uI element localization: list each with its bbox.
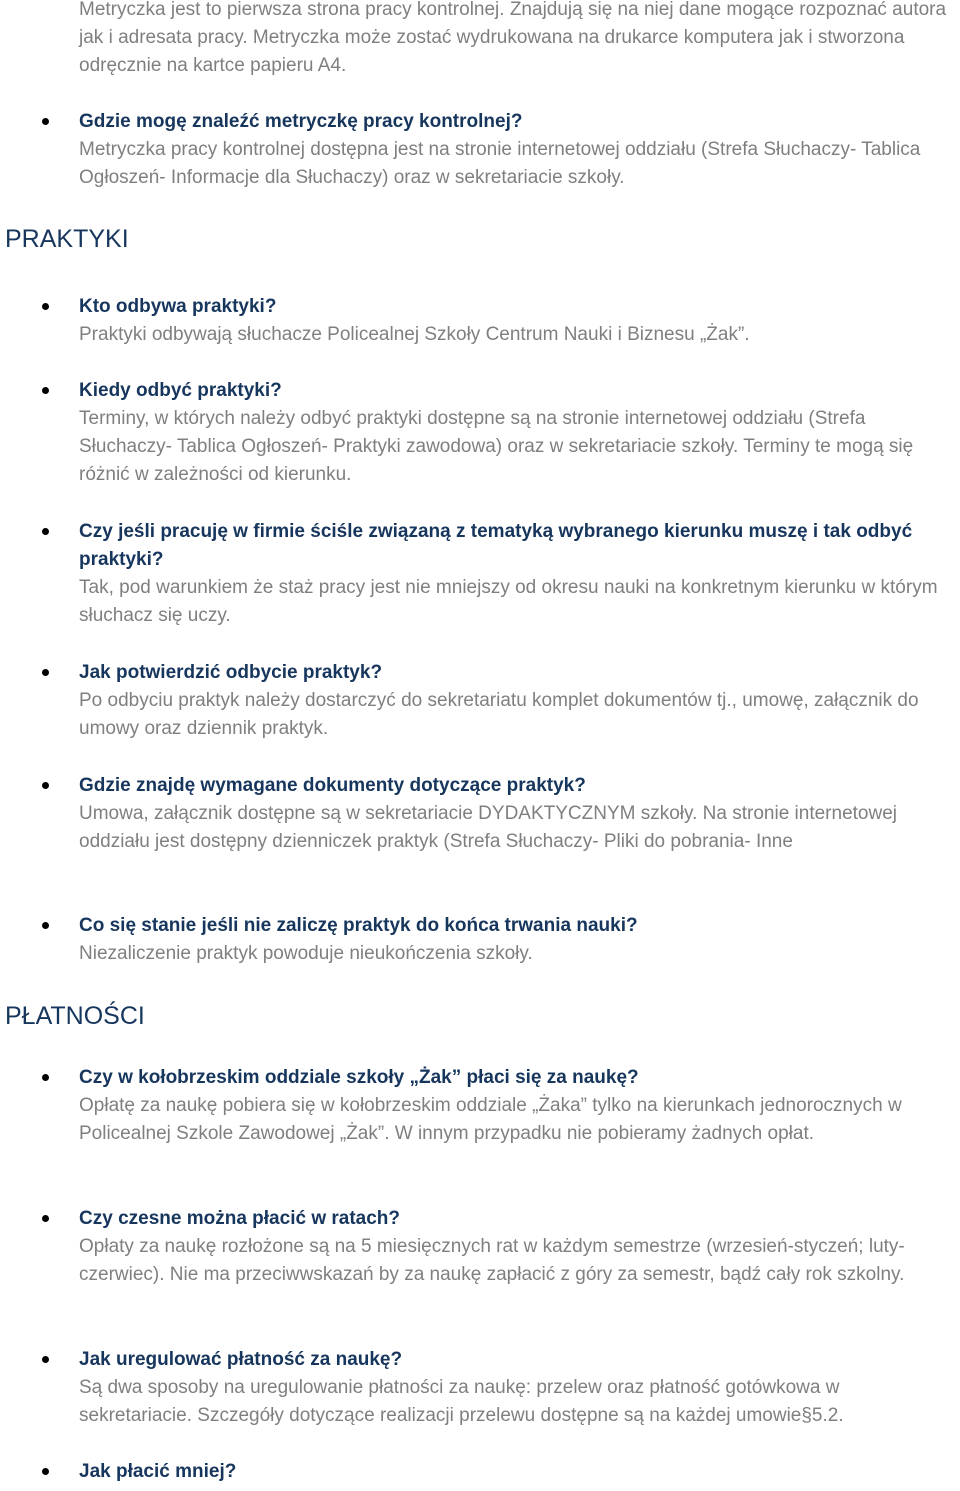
bullet-icon xyxy=(42,782,49,789)
answer-text: Opłaty za naukę rozłożone są na 5 miesięcznych rat w każdym semestrze (wrzesień-styczeń; luty-czerwiec). Nie ma przeciwwskazań by za naukę zapłacić z góry za semestr, bądź cały rok szkolny. xyxy=(79,1236,905,1285)
question-text: Czy czesne można płacić w ratach? xyxy=(79,1208,401,1229)
bullet-icon xyxy=(42,1356,49,1363)
qa-item-praktyki-1 xyxy=(0,293,960,349)
question-text: Czy w kołobrzeskim oddziale szkoły „Żak” płaci się za naukę? xyxy=(79,1067,639,1088)
bullet-icon xyxy=(42,118,49,125)
question-text: Kto odbywa praktyki? xyxy=(79,296,277,317)
qa-item-platnosci-1 xyxy=(0,1064,960,1148)
qa-item-praktyki-2 xyxy=(0,377,960,489)
qa-item-metryczka xyxy=(0,108,960,192)
answer-text: Tak, pod warunkiem że staż pracy jest nie mniejszy od okresu nauki na konkretnym kierunku w którym słuchacz się uczy. xyxy=(79,577,938,626)
answer-text: Terminy, w których należy odbyć praktyki dostępne są na stronie internetowej oddziału (Strefa Słuchaczy- Tablica Ogłoszeń- Praktyki zawodowa) oraz w sekretariacie szkoły. Terminy te mogą się różnić w zależności od kierunku. xyxy=(79,408,914,485)
qa-item-platnosci-4 xyxy=(0,1458,960,1486)
bullet-icon xyxy=(42,303,49,310)
question-text: Jak uregulować płatność za naukę? xyxy=(79,1349,403,1370)
answer-text: Są dwa sposoby na uregulowanie płatności za naukę: przelew oraz płatność gotówkowa w sekretariacie. Szczegóły dotyczące realizacji przelewu dostępne są na każdej umowie§5.2. xyxy=(79,1377,844,1426)
answer-text: Niezaliczenie praktyk powoduje nieukończenia szkoły. xyxy=(79,943,533,964)
qa-item-praktyki-3 xyxy=(0,518,960,630)
answer-text: Metryczka pracy kontrolnej dostępna jest na stronie internetowej oddziału (Strefa Słuchaczy- Tablica Ogłoszeń- Informacje dla Słuchaczy) oraz w sekretariacie szkoły. xyxy=(79,139,921,188)
bullet-icon xyxy=(42,1468,49,1475)
qa-item-platnosci-3 xyxy=(0,1346,960,1430)
question-text: Czy jeśli pracuję w firmie ściśle związaną z tematyką wybranego kierunku muszę i tak odbyć praktyki? xyxy=(79,521,913,570)
question-text: Jak płacić mniej? xyxy=(79,1461,237,1482)
qa-item-praktyki-4 xyxy=(0,659,960,743)
question-text: Gdzie mogę znaleźć metryczkę pracy kontrolnej? xyxy=(79,111,523,132)
question-text: Kiedy odbyć praktyki? xyxy=(79,380,282,401)
bullet-icon xyxy=(42,528,49,535)
question-text: Jak potwierdzić odbycie praktyk? xyxy=(79,662,383,683)
section-heading-praktyki: PRAKTYKI xyxy=(5,225,129,253)
question-text: Co się stanie jeśli nie zaliczę praktyk do końca trwania nauki? xyxy=(79,915,638,936)
answer-text: Po odbyciu praktyk należy dostarczyć do sekretariatu komplet dokumentów tj., umowę, załącznik do umowy oraz dziennik praktyk. xyxy=(79,690,919,739)
bullet-icon xyxy=(42,1215,49,1222)
answer-text: Opłatę za naukę pobiera się w kołobrzeskim oddziale „Żaka” tylko na kierunkach jednorocznych w Policealnej Szkole Zawodowej „Żak”. W innym przypadku nie pobieramy żadnych opłat. xyxy=(79,1095,902,1144)
answer-text: Praktyki odbywają słuchacze Policealnej Szkoły Centrum Nauki i Biznesu „Żak”. xyxy=(79,324,750,345)
answer-text: Umowa, załącznik dostępne są w sekretariacie DYDAKTYCZNYM szkoły. Na stronie internetowej oddziału jest dostępny dzienniczek praktyk (Strefa Słuchaczy- Pliki do pobrania- Inne xyxy=(79,803,898,852)
bullet-icon xyxy=(42,387,49,394)
qa-item-praktyki-6 xyxy=(0,912,960,968)
qa-item-praktyki-5 xyxy=(0,772,960,856)
bullet-icon xyxy=(42,1074,49,1081)
question-text: Gdzie znajdę wymagane dokumenty dotyczące praktyk? xyxy=(79,775,586,796)
intro-paragraph: Metryczka jest to pierwsza strona pracy kontrolnej. Znajdują się na niej dane mogące rozpoznać autora jak i adresata pracy. Metryczka może zostać wydrukowana na drukarce komputera jak i stworzona odręcznie na kartce papieru A4. xyxy=(79,0,947,76)
bullet-icon xyxy=(42,669,49,676)
bullet-icon xyxy=(42,922,49,929)
qa-item-platnosci-2 xyxy=(0,1205,960,1289)
section-heading-platnosci: PŁATNOŚCI xyxy=(5,1002,145,1030)
